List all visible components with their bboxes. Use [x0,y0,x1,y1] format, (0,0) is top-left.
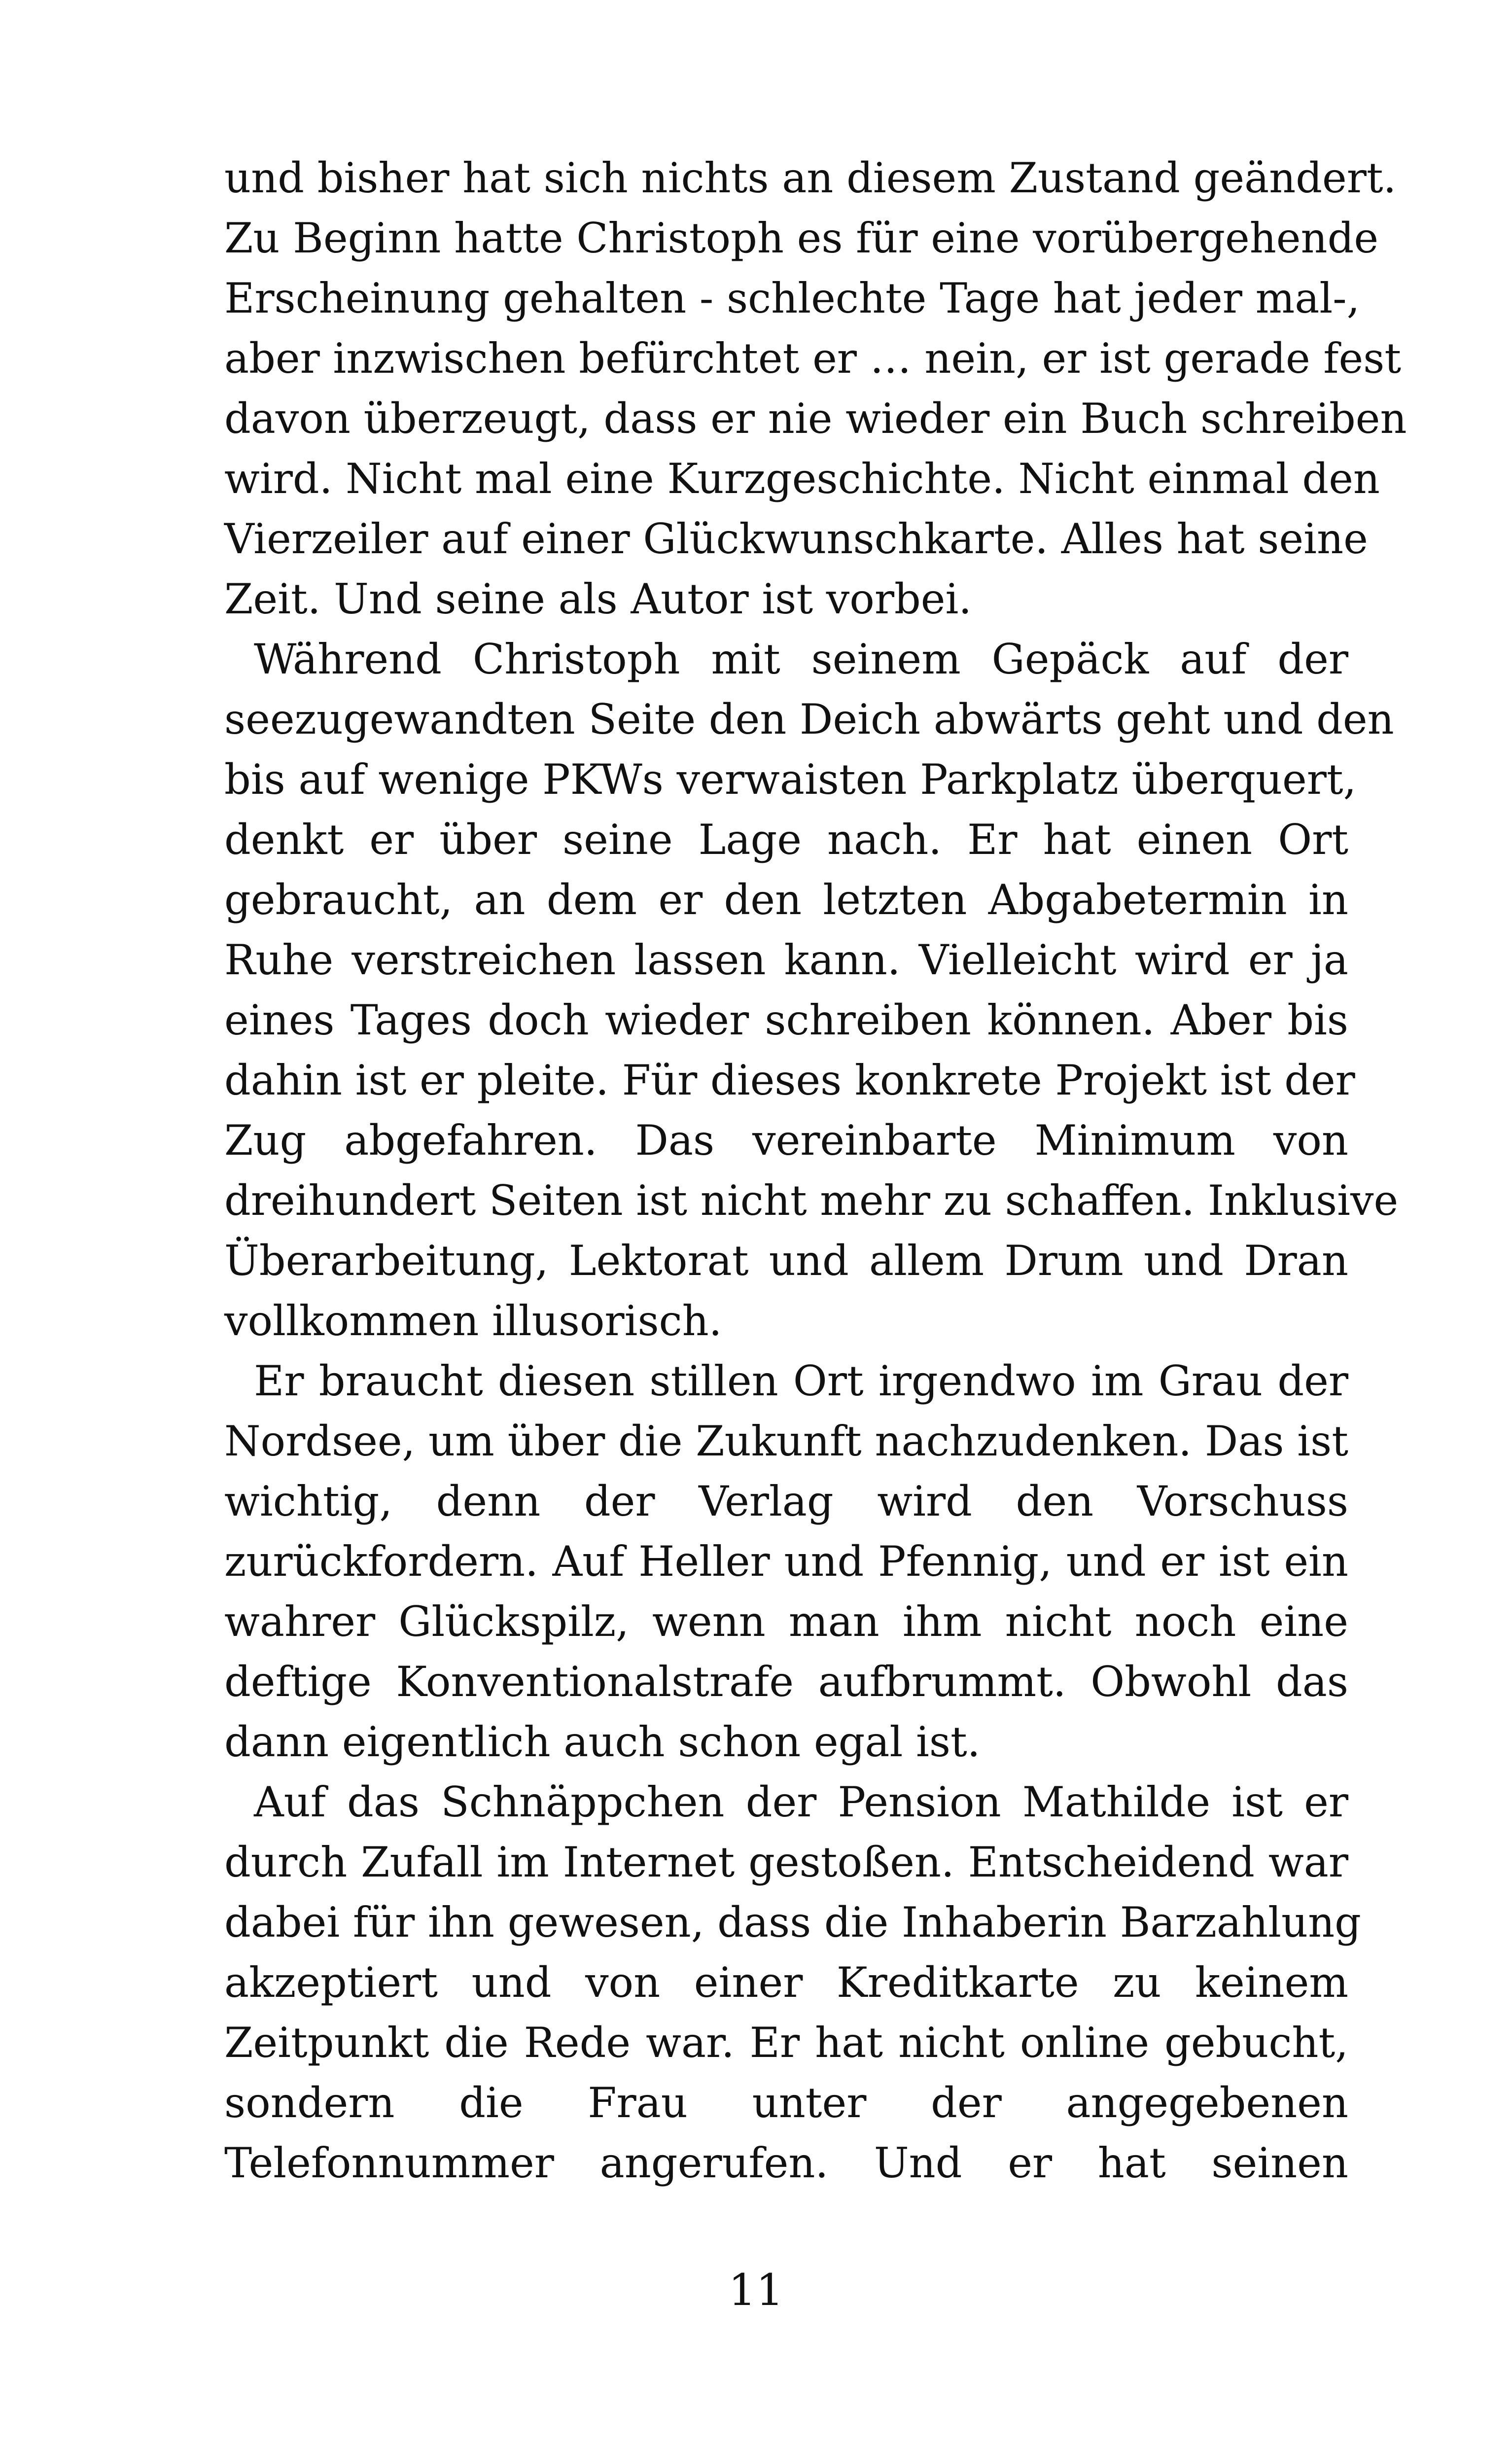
paragraph-2 [224,629,1399,1351]
text-line: bis auf wenige PKWs verwaisten Parkplatz überquert, [224,755,1357,804]
text-line: Zeitpunkt die Rede war. Er hat nicht online gebucht, [224,2019,1348,2067]
paragraph-4 [224,1772,1361,2193]
text-line: Er braucht diesen stillen Ort irgendwo im Grau der [254,1357,1348,1405]
text-line: Nordsee, um über die Zukunft nachzudenken. Das ist [224,1417,1348,1465]
paragraph-1 [224,148,1407,629]
text-line: wichtig, denn der Verlag wird den Vorschuss [224,1477,1348,1525]
paragraph-3 [224,1351,1348,1772]
text-line: akzeptiert und von einer Kreditkarte zu keinem [224,1958,1348,2007]
body-text [224,148,1407,2193]
text-line: Telefonnummer angerufen. Und er hat seinen [224,2139,1348,2187]
text-line: Während Christoph mit seinem Gepäck auf der [254,635,1348,683]
text-line: vollkommen illusorisch. [224,1297,722,1345]
text-line: dann eigentlich auch schon egal ist. [224,1718,981,1766]
text-line: Überarbeitung, Lektorat und allem Drum und Dran [224,1237,1348,1285]
text-line: sondern die Frau unter der angegebenen [224,2079,1348,2127]
text-line: denkt er über seine Lage nach. Er hat einen Ort [224,815,1348,864]
text-line: dreihundert Seiten ist nicht mehr zu schaffen. Inklusive [224,1176,1399,1225]
text-line: dabei für ihn gewesen, dass die Inhaberin Barzahlung [224,1898,1361,1947]
text-line: durch Zufall im Internet gestoßen. Entscheidend war [224,1838,1348,1886]
text-line: gebraucht, an dem er den letzten Abgabetermin in [224,876,1348,924]
text-line: Erscheinung gehalten - schlechte Tage hat jeder mal-, [224,274,1360,322]
text-line: deftige Konventionalstrafe aufbrummt. Obwohl das [224,1658,1348,1706]
text-line: dahin ist er pleite. Für dieses konkrete Projekt ist der [224,1056,1355,1104]
text-line: Ruhe verstreichen lassen kann. Vielleicht wird er ja [224,936,1348,984]
page-number: 11 [728,2265,784,2315]
text-line: Zeit. Und seine als Autor ist vorbei. [224,575,972,623]
text-line: seezugewandten Seite den Deich abwärts geht und den [224,695,1394,744]
text-line: Vierzeiler auf einer Glückwunschkarte. Alles hat seine [224,515,1368,563]
text-line: davon überzeugt, dass er nie wieder ein Buch schreiben [224,394,1407,443]
text-line: wird. Nicht mal eine Kurzgeschichte. Nicht einmal den [224,455,1380,503]
text-line: Auf das Schnäppchen der Pension Mathilde ist er [254,1778,1348,1826]
text-line: zurückfordern. Auf Heller und Pfennig, und er ist ein [224,1537,1348,1586]
text-line: Zug abgefahren. Das vereinbarte Minimum von [224,1116,1348,1165]
text-line: eines Tages doch wieder schreiben können. Aber bis [224,996,1348,1044]
text-line: und bisher hat sich nichts an diesem Zustand geändert. [224,154,1397,202]
text-line: Zu Beginn hatte Christoph es für eine vorübergehende [224,214,1379,262]
text-line: wahrer Glückspilz, wenn man ihm nicht noch eine [224,1597,1348,1646]
text-line: aber inzwischen befürchtet er … nein, er ist gerade fest [224,334,1402,383]
